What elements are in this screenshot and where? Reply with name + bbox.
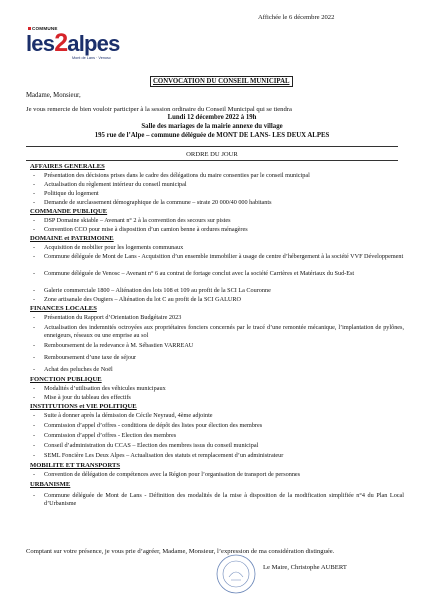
meeting-address: 195 rue de l’Alpe – commune déléguée de MONT DE LANS- LES DEUX ALPES — [94, 132, 330, 139]
section-title: INSTITUTIONS et VIE POLITIQUE — [30, 403, 137, 410]
agenda-item: - Demande de surclassement démographique de la commune – strate 20 000/40 000 habitants — [33, 199, 272, 206]
commune-logo — [26, 26, 120, 66]
agenda-item: - Actualisation des indemnités octroyées aux propriétaires fonciers concernés par le tracé d’une remontée mécanique, l’implantation de pylônes, enneigeurs, réseaux ou une emprise au sol — [33, 324, 404, 339]
section-title: MOBILITE ET TRANSPORTS — [30, 462, 121, 469]
agenda-item: - Commune déléguée de Mont de Lans - Définition des modalités de la mise à disposition de la modification simplifiée n°4 du Plan Local d’Urbanisme — [33, 492, 404, 507]
agenda-item: - SEML Foncière Les Deux Alpes – Actualisation des statuts et remplacement d’un administrateur — [33, 452, 284, 459]
section-title: FINANCES LOCALES — [30, 305, 97, 312]
section-title: DOMAINE et PATRIMOINE — [30, 235, 114, 242]
section-title: URBANISME — [30, 481, 71, 488]
divider-bottom — [26, 160, 398, 161]
agenda-item: - Mise à jour du tableau des effectifs — [33, 394, 131, 401]
logo-subtitle: Mont de Lans · Venosc — [72, 56, 111, 60]
agenda-item: - Convention CCO pour mise à disposition d’un camion benne à ordures ménagères — [33, 226, 248, 233]
meeting-date: Lundi 12 décembre 2022 à 19h — [167, 114, 257, 121]
logo-commune-label: COMMUNE — [28, 26, 58, 31]
agenda-item: - Actualisation du règlement intérieur du conseil municipal — [33, 181, 187, 188]
agenda-item: - Commission d’appel d’offres - Election des membres — [33, 432, 177, 439]
agenda-item: - Politique du logement — [33, 190, 99, 197]
agenda-item: - Achat des peluches de Noël — [33, 366, 113, 373]
posting-date: Affichée le 6 décembre 2022 — [258, 14, 335, 21]
mayor-signature: Le Maire, Christophe AUBERT — [263, 564, 347, 571]
agenda-item: - Acquisition de mobilier pour les logements communaux — [33, 244, 184, 251]
agenda-item: - Zone artisanale des Ougiers – Aliénation du lot C au profit de la SCI GALURO — [33, 296, 241, 303]
agenda-item: - DSP Domaine skiable – Avenant n° 2 à la convention des secours sur pistes — [33, 217, 231, 224]
agenda-item: - Commune déléguée de Mont de Lans - Acquisition d’un ensemble immobilier à usage de centre d’hébergement à la société VVF Développement — [33, 253, 404, 260]
agenda-item: - Commune déléguée de Venosc – Avenant n° 6 au contrat de fortage conclut avec la société Carrières et Matériaux du Sud-Est — [33, 270, 355, 277]
closing-text: Comptant sur votre présence, je vous prie d’agréer, Madame, Monsieur, l’expression de ma considération distinguée. — [26, 548, 335, 555]
agenda-item: - Convention de délégation de compétences avec la Région pour l’organisation de transport de personnes — [33, 471, 301, 478]
agenda-item: - Suite à donner après la démission de Cécile Neyraud, 4ème adjointe — [33, 412, 213, 419]
logo-wordmark: les2alpes — [26, 29, 120, 57]
divider-top — [26, 146, 398, 147]
agenda-item: - Présentation des décisions prises dans le cadre des délégations du maire consenties par le conseil municipal — [33, 172, 310, 179]
agenda-item: - Galerie commerciale 1800 – Aliénation des lots 108 et 109 au profit de la SCI La Couronne — [33, 287, 271, 294]
agenda-item: - Modalités d’utilisation des véhicules municipaux — [33, 385, 166, 392]
official-stamp — [215, 553, 257, 595]
agenda-heading: ORDRE DU JOUR — [186, 151, 238, 158]
section-title: FONCTION PUBLIQUE — [30, 376, 102, 383]
agenda-item: - Remboursement d’une taxe de séjour — [33, 354, 137, 361]
agenda-item: - Remboursement de la redevance à M. Sébastien VARREAU — [33, 342, 194, 349]
section-title: COMMANDE PUBLIQUE — [30, 208, 108, 215]
meeting-venue: Salle des mariages de la mairie annexe du village — [141, 123, 283, 130]
intro-text: Je vous remercie de bien vouloir participer à la session ordinaire du Conseil Municipal qui se tiendra — [26, 106, 292, 113]
agenda-item: - Présentation du Rapport d’Orientation Budgétaire 2023 — [33, 314, 182, 321]
agenda-item: - Conseil d’administration du CCAS – Election des membres issus du conseil municipal — [33, 442, 259, 449]
section-title: AFFAIRES GENERALES — [30, 163, 105, 170]
agenda-item: - Commission d’appel d’offres - conditions de dépôt des listes pour élection des membres — [33, 422, 263, 429]
salutation: Madame, Monsieur, — [26, 92, 81, 99]
document-title: CONVOCATION DU CONSEIL MUNICIPAL — [150, 76, 293, 87]
